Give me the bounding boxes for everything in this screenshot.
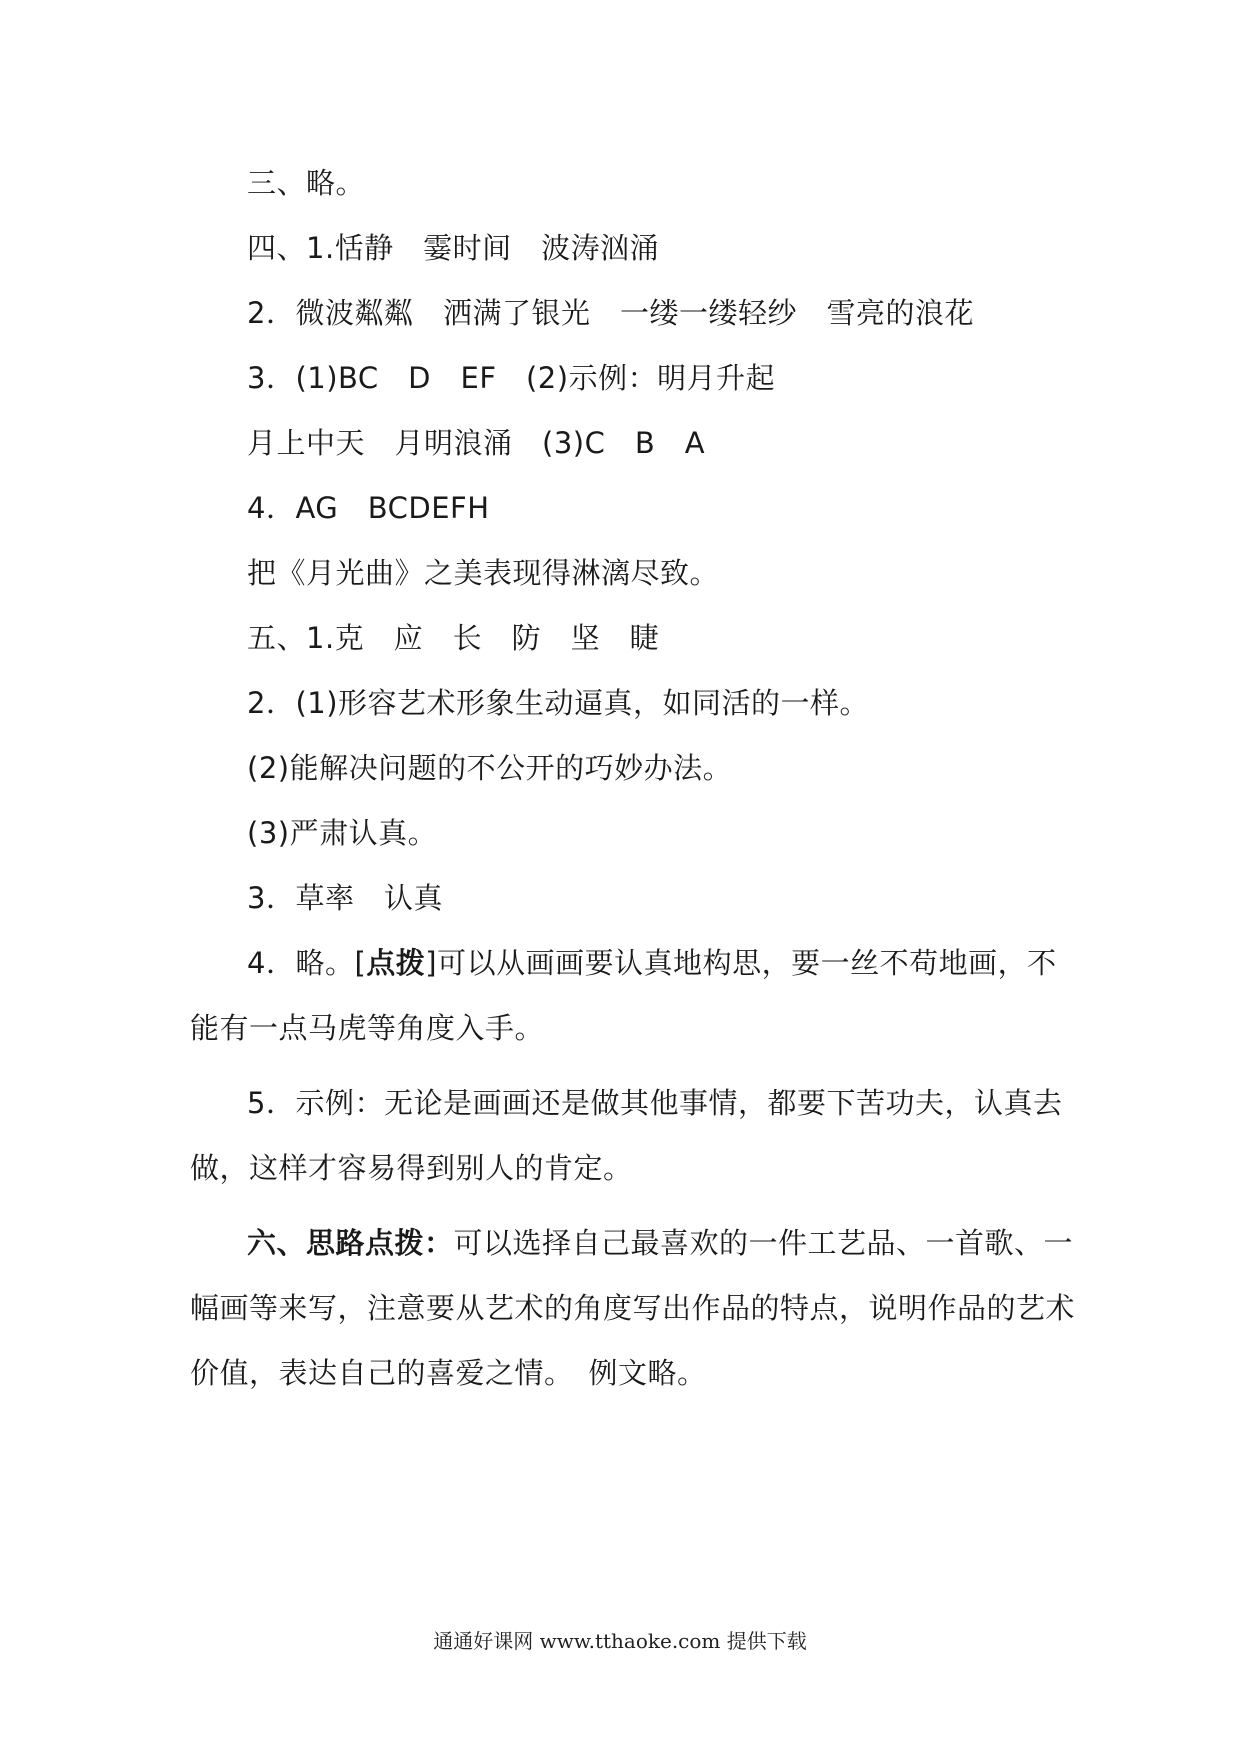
answer-section-5-item-2-part-3: (3)严肃认真。 <box>247 816 438 850</box>
hint-label: 点拨 <box>366 946 426 980</box>
answer-text: 可以选择自己最喜欢的一件工艺品、一首歌、一 <box>453 1226 1074 1260</box>
answer-text: 4．略。[ <box>247 946 367 980</box>
answer-section-5-item-4 <box>247 943 1057 983</box>
answer-section-4-item-3-cont: 月上中天 月明浪涌 (3)C B A <box>247 426 706 460</box>
answer-section-5-item-5: 5．示例：无论是画画还是做其他事情，都要下苦功夫，认真去 <box>247 1086 1063 1120</box>
section-6-hint-label: 六、思路点拨： <box>247 1226 454 1260</box>
answer-section-5-item-5-cont: 做，这样才容易得到别人的肯定。 <box>190 1151 633 1185</box>
answer-section-6-cont-1: 幅画等来写，注意要从艺术的角度写出作品的特点，说明作品的艺术 <box>190 1291 1076 1325</box>
answer-section-4-item-3: 3．(1)BC D EF (2)示例：明月升起 <box>247 361 776 395</box>
answer-section-6-cont-2: 价值，表达自己的喜爱之情。 例文略。 <box>190 1356 707 1390</box>
answer-section-5-item-3: 3．草率 认真 <box>247 881 443 915</box>
answer-section-5-item-2-part-2: (2)能解决问题的不公开的巧妙办法。 <box>247 751 733 785</box>
answer-section-5-item-4-cont: 能有一点马虎等角度入手。 <box>190 1011 545 1045</box>
answer-section-4-item-1: 四、1.恬静 霎时间 波涛汹涌 <box>247 231 660 265</box>
answer-section-5-item-1: 五、1.克 应 长 防 坚 睫 <box>247 621 660 655</box>
page-footer: 通通好课网 www.tthaoke.com 提供下载 <box>433 1629 807 1653</box>
answer-section-3: 三、略。 <box>247 166 366 200</box>
answer-section-4-item-4-cont: 把《月光曲》之美表现得淋漓尽致。 <box>247 556 720 590</box>
answer-section-4-item-4: 4．AG BCDEFH <box>247 491 490 525</box>
answer-text: ]可以从画画要认真地构思，要一丝不苟地画，不 <box>425 946 1057 980</box>
answer-section-5-item-2: 2．(1)形容艺术形象生动逼真，如同活的一样。 <box>247 686 870 720</box>
answer-section-6 <box>247 1223 1073 1263</box>
answer-section-4-item-2: 2．微波粼粼 洒满了银光 一缕一缕轻纱 雪亮的浪花 <box>247 296 974 330</box>
